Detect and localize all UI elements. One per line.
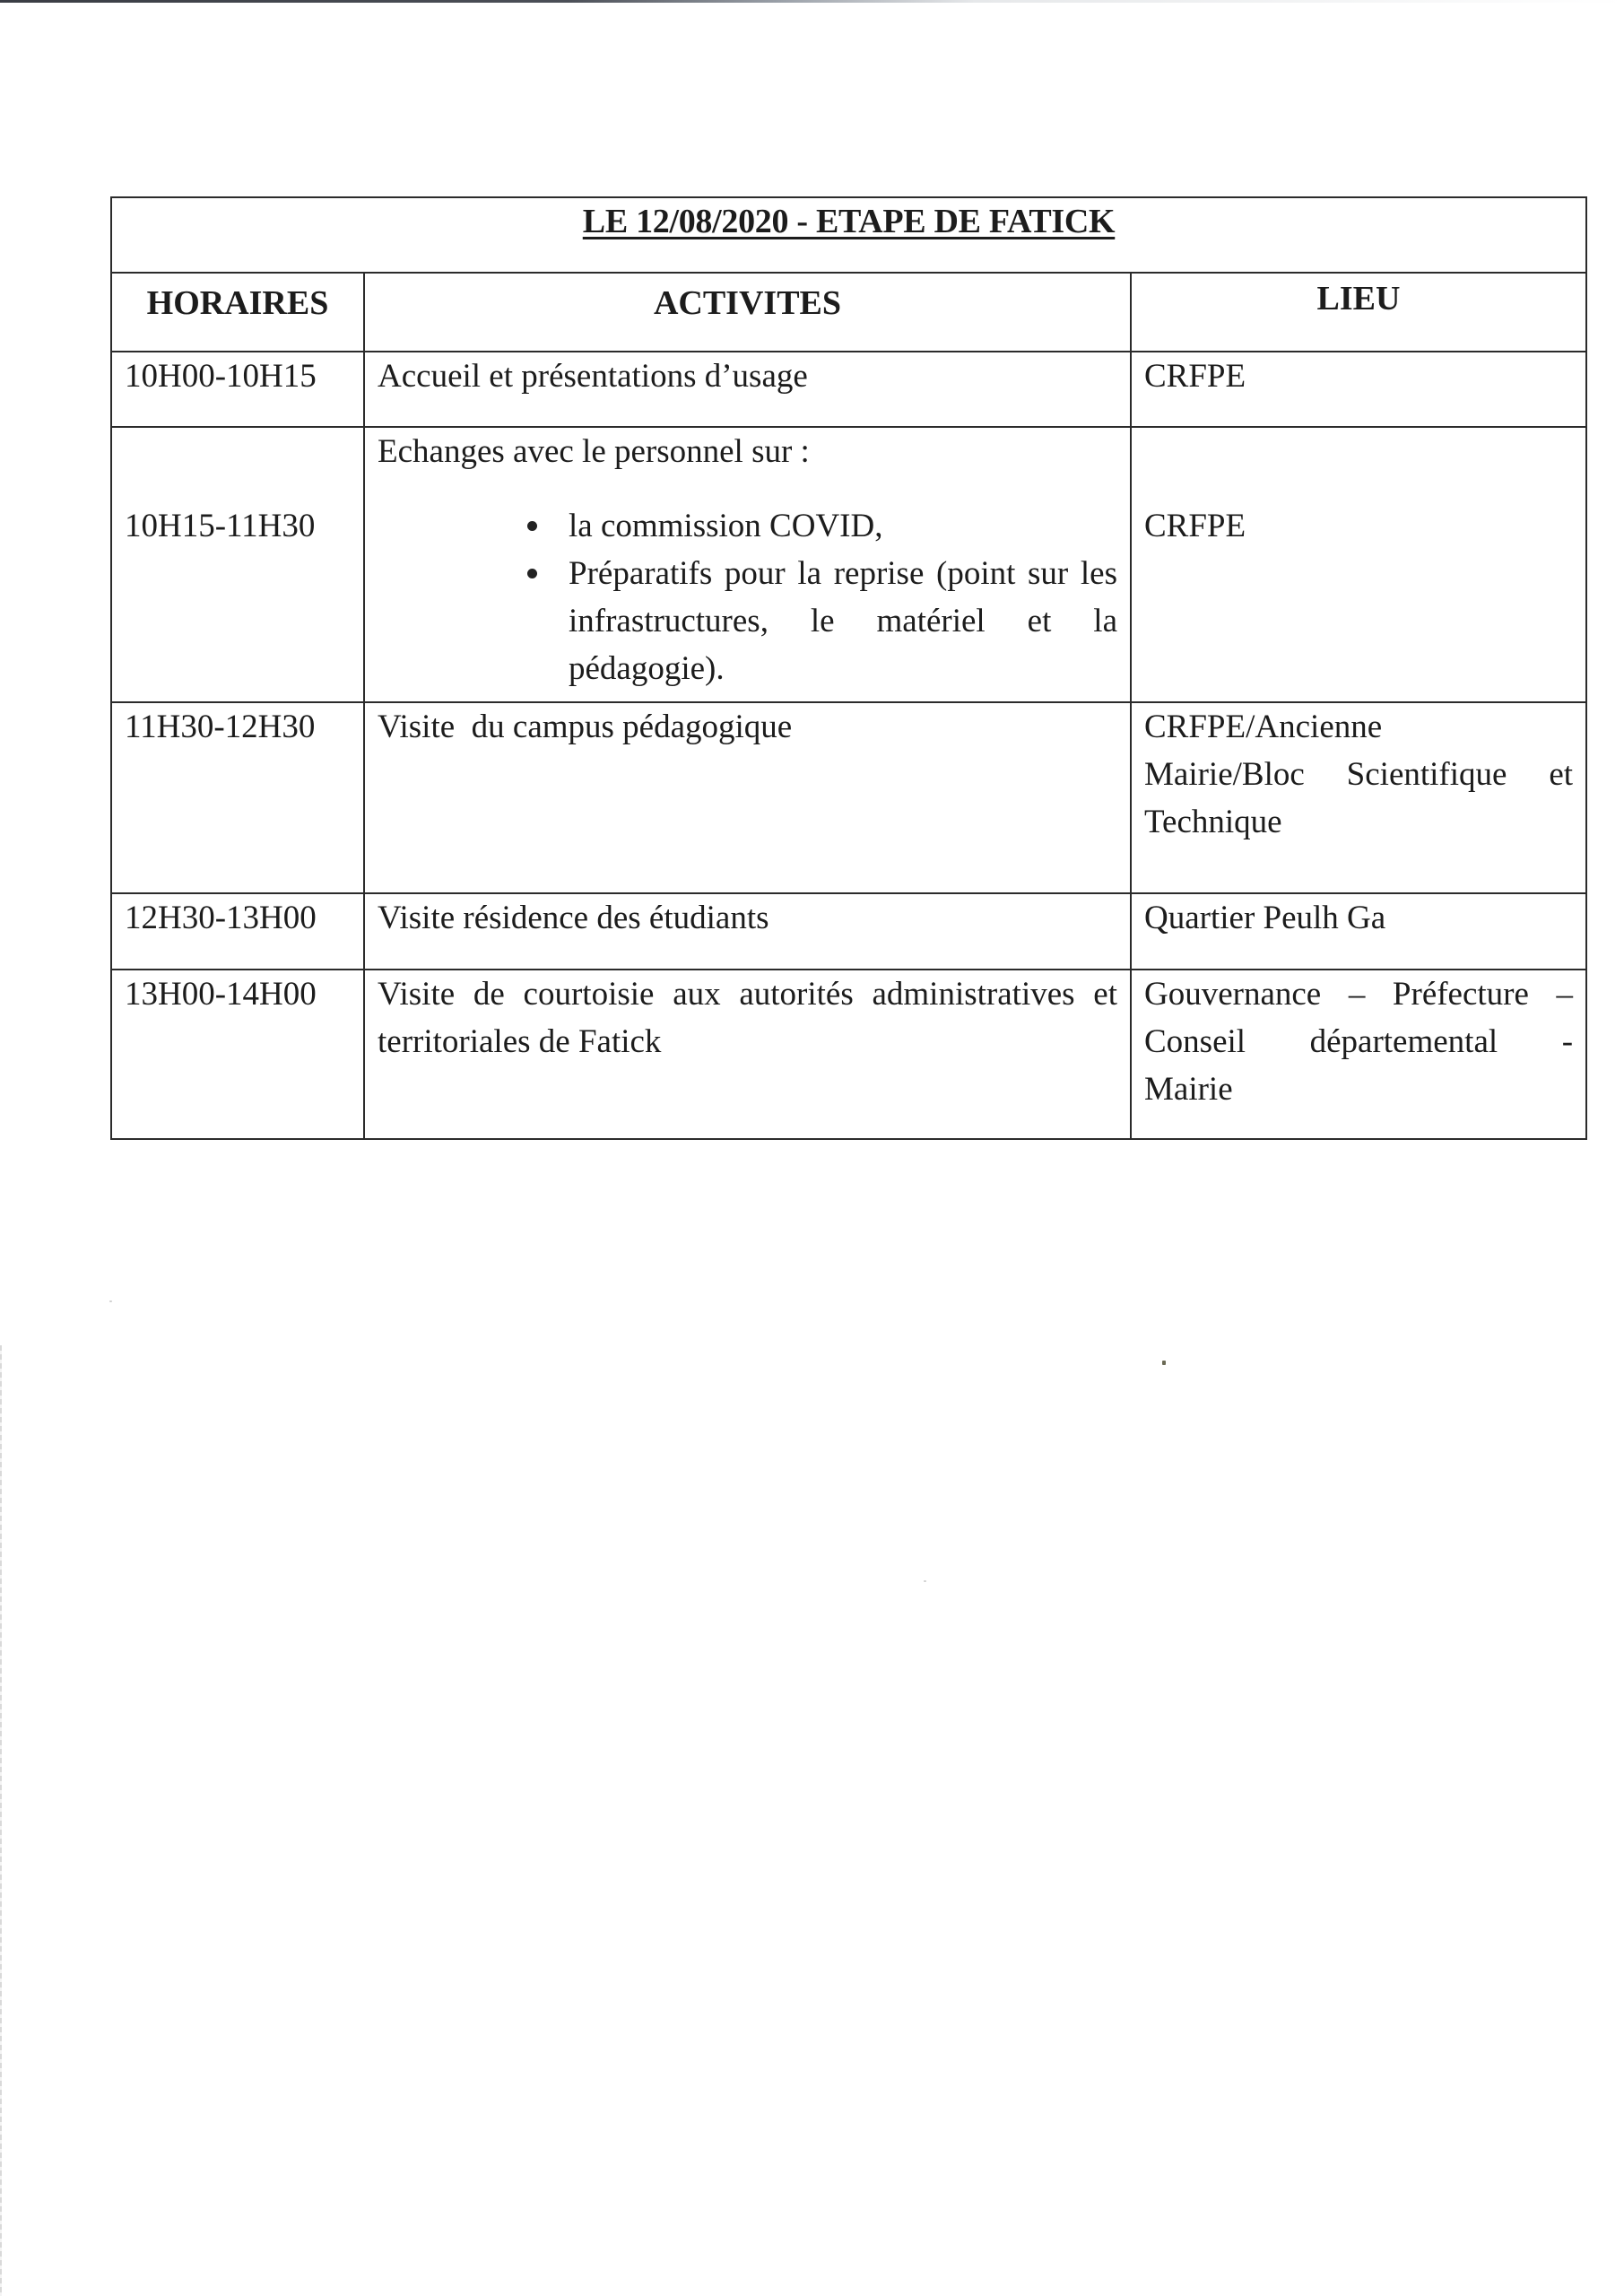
table-title-cell — [111, 197, 1586, 273]
place-cell — [1131, 893, 1586, 970]
time-cell — [111, 427, 364, 702]
document-title: LE 12/08/2020 - ETAPE DE FATICK — [582, 203, 1116, 240]
activity-cell: Accueil et présentations d’usage — [364, 352, 1131, 427]
place-line: Technique — [1144, 804, 1282, 840]
time-cell: 13H00-14H00 — [111, 970, 364, 1139]
place-line: CRFPE/Ancienne — [1144, 709, 1383, 745]
time-cell: 10H00-10H15 — [111, 352, 364, 427]
bullet-icon — [527, 569, 537, 578]
scan-edge-top — [0, 0, 1624, 3]
place-line: CRFPE — [1144, 508, 1246, 544]
place-line: Mairie/Bloc Scientifique et — [1144, 756, 1574, 793]
bullet-icon — [527, 521, 537, 531]
schedule-table — [110, 196, 1587, 1140]
place-cell — [1131, 427, 1586, 702]
table-row — [111, 893, 1586, 970]
table-row — [111, 702, 1586, 893]
table-header-row — [111, 273, 1586, 352]
bullet-text: Préparatifs pour la reprise (point sur les infrastructures, le matériel et la pédagogie). — [569, 555, 1117, 687]
activity-bullet-item — [525, 550, 1117, 692]
place-cell — [1131, 352, 1586, 427]
table-row — [111, 970, 1586, 1139]
time-cell: 12H30-13H00 — [111, 893, 364, 970]
place-line: Conseil départemental - — [1144, 1023, 1574, 1060]
time-value: 10H15-11H30 — [125, 508, 316, 544]
activity-cell: Visite du campus pédagogique — [364, 702, 1131, 893]
column-header-activity: ACTIVITES — [364, 273, 1131, 352]
activity-bullet-list — [378, 502, 1117, 692]
activity-bullet-item — [525, 502, 1117, 550]
table-title-row — [111, 197, 1586, 273]
scan-speck — [1162, 1361, 1166, 1365]
activity-cell: Visite résidence des étudiants — [364, 893, 1131, 970]
scan-speck — [924, 1580, 926, 1582]
place-line: Mairie — [1144, 1071, 1233, 1108]
place-line: Gouvernance – Préfecture – — [1144, 976, 1574, 1013]
table-row — [111, 427, 1586, 702]
place-line: CRFPE — [1144, 358, 1246, 395]
place-cell — [1131, 702, 1586, 893]
scan-edge-left — [0, 1345, 2, 2296]
place-cell — [1131, 970, 1586, 1139]
activity-intro: Echanges avec le personnel sur : — [378, 433, 810, 470]
column-header-place: LIEU — [1131, 273, 1586, 352]
activity-cell: Visite de courtoisie aux autorités administratives et territoriales de Fatick — [364, 970, 1131, 1139]
table-row — [111, 352, 1586, 427]
scan-speck — [109, 1300, 112, 1302]
column-header-time: HORAIRES — [111, 273, 364, 352]
time-cell: 11H30-12H30 — [111, 702, 364, 893]
place-line: Quartier Peulh Ga — [1144, 900, 1386, 936]
activity-cell — [364, 427, 1131, 702]
bullet-text: la commission COVID, — [569, 508, 883, 544]
